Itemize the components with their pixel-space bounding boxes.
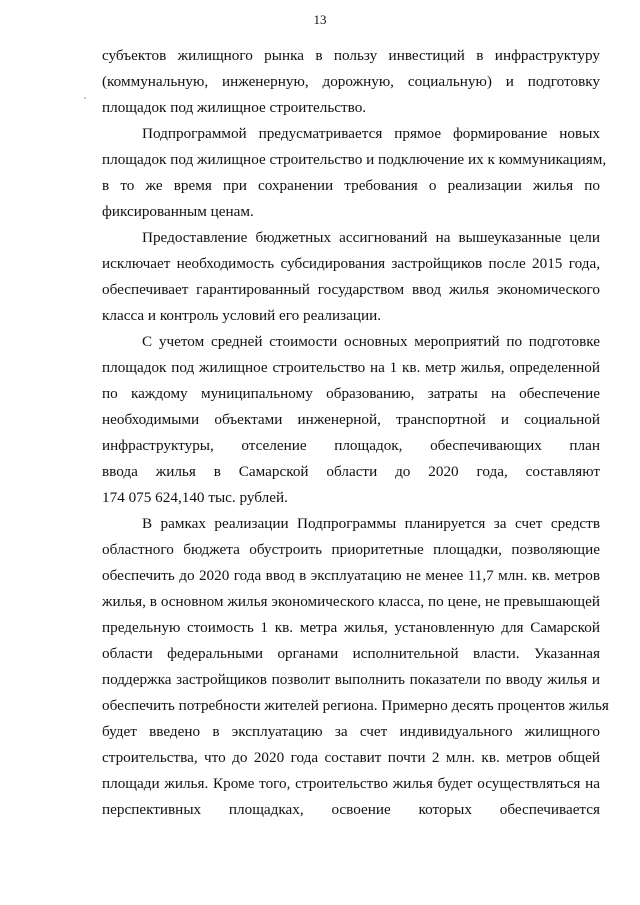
text-line: ввода жилья в Самарской области до 2020 года, составляют bbox=[102, 463, 600, 480]
text-line: области федеральными органами исполнительной власти. Указанная bbox=[102, 645, 600, 662]
text-line: Предоставление бюджетных ассигнований на вышеуказанные цели bbox=[142, 229, 600, 246]
text-line: Подпрограммой предусматривается прямое формирование новых bbox=[142, 125, 600, 142]
text-line: строительства, что до 2020 года составит почти 2 млн. кв. метров общей bbox=[102, 749, 600, 766]
text-line: будет введено в эксплуатацию за счет индивидуального жилищного bbox=[102, 723, 600, 740]
text-line: площадок под жилищное строительство. bbox=[102, 99, 367, 116]
text-line: субъектов жилищного рынка в пользу инвестиций в инфраструктуру bbox=[102, 47, 600, 64]
text-line: жилья, в основном жилья экономического класса, по цене, не превышающей bbox=[102, 593, 600, 610]
text-line: обеспечить потребности жителей региона. Примерно десять процентов жилья bbox=[102, 697, 609, 714]
text-line: перспективных площадках, освоение которых обеспечивается bbox=[102, 801, 600, 818]
text-line: класса и контроль условий его реализации. bbox=[102, 307, 382, 324]
text-line: обеспечить до 2020 года ввод в эксплуатацию не менее 11,7 млн. кв. метров bbox=[102, 567, 600, 584]
text-line: площади жилья. Кроме того, строительство жилья будет осуществляться на bbox=[102, 775, 600, 792]
margin-speck bbox=[84, 97, 86, 99]
text-line: фиксированным ценам. bbox=[102, 203, 254, 220]
text-line: в то же время при сохранении требования о реализации жилья по bbox=[102, 177, 600, 194]
text-line: В рамках реализации Подпрограммы планируется за счет средств bbox=[142, 515, 600, 532]
text-line: (коммунальную, инженерную, дорожную, социальную) и подготовку bbox=[102, 73, 600, 90]
text-line: исключает необходимость субсидирования застройщиков после 2015 года, bbox=[102, 255, 600, 272]
text-line: предельную стоимость 1 кв. метра жилья, установленную для Самарской bbox=[102, 619, 600, 636]
text-line: 174 075 624,140 тыс. рублей. bbox=[102, 489, 288, 506]
text-line: необходимыми объектами инженерной, транспортной и социальной bbox=[102, 411, 600, 428]
page-number: 13 bbox=[313, 12, 327, 27]
text-line: площадок под жилищное строительство на 1 кв. метр жилья, определенной bbox=[102, 359, 600, 376]
text-line: по каждому муниципальному образованию, затраты на обеспечение bbox=[102, 385, 600, 402]
text-line: обеспечивает гарантированный государством ввод жилья экономического bbox=[102, 281, 600, 298]
text-line: С учетом средней стоимости основных мероприятий по подготовке bbox=[142, 333, 600, 350]
paragraph bbox=[102, 121, 607, 225]
text-line: поддержка застройщиков позволит выполнить показатели по вводу жилья и bbox=[102, 671, 600, 688]
paragraph bbox=[102, 225, 600, 329]
text-line: площадок под жилищное строительство и подключение их к коммуникациям, bbox=[102, 151, 607, 168]
paragraph bbox=[102, 329, 600, 511]
paragraph bbox=[102, 511, 609, 823]
text-line: областного бюджета обустроить приоритетные площадки, позволяющие bbox=[102, 541, 600, 558]
paragraph bbox=[102, 43, 600, 121]
text-line: инфраструктуры, отселение площадок, обеспечивающих план bbox=[102, 437, 600, 454]
body-text bbox=[102, 43, 609, 823]
